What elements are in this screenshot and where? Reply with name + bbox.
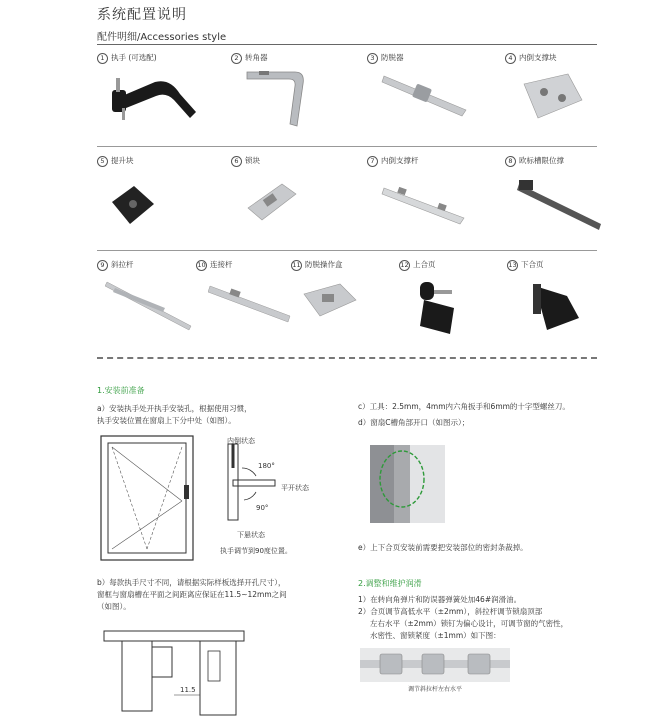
part-label-6: 6 锁块: [231, 155, 260, 167]
sash-slot-photo: [370, 445, 445, 523]
row-divider-1: [97, 146, 597, 147]
bottom-hinge-icon: [525, 278, 585, 338]
handle-caption: 执手调节到90度位置。: [220, 547, 292, 555]
install-a-line1: a）安装执手处开执手安装孔，根据使用习惯，: [97, 404, 252, 413]
corner-connector-icon: [245, 66, 315, 132]
part-label-5: 5 提升块: [97, 155, 134, 167]
install-c-line: c）工具：2.5mm，4mm内六角扳手和6mm的十字型螺丝刀。: [358, 402, 570, 411]
part-label-2: 2 转角器: [231, 52, 268, 64]
handle-icon: [100, 68, 205, 133]
part-label-7: 7 内倒支撑杆: [367, 155, 419, 167]
connecting-rod-icon: [208, 280, 293, 325]
install-b-line1: b）每款执手尺寸不同，请根据实际样板选择开孔尺寸），: [97, 578, 286, 587]
gearbox-icon: [300, 280, 360, 322]
maintain-heading: 2.调整和维护润滑: [358, 579, 422, 588]
part-label-10: 10 连接杆: [197, 260, 233, 269]
adjust-photo: [360, 648, 510, 682]
top-hinge-icon: [410, 278, 465, 338]
install-d-line: d）窗扇C槽角部开口（如图示）；: [358, 418, 470, 427]
install-b-line2: 窗框与窗扇槽在平面之间距离应保证在11.5~12mm之间: [97, 590, 287, 599]
profile-dimension: 11.5: [180, 686, 196, 694]
lock-block-icon: [244, 180, 299, 225]
profile-section-drawing: [100, 625, 250, 723]
page-subtitle: 配件明细/Accessories style: [97, 32, 227, 43]
inner-state-label: 内倒状态: [227, 437, 255, 445]
limit-stay-icon: [515, 178, 605, 233]
maintain-line3: 左右水平（±2mm）锁钉为偏心设计，可调节窗的气密性，: [370, 619, 569, 628]
row-divider-2: [97, 250, 597, 251]
header-divider: [97, 44, 597, 45]
part-label-9: 9 斜拉杆: [97, 259, 134, 271]
diagonal-rod-icon: [105, 278, 195, 336]
support-rod-icon: [380, 180, 470, 230]
handle-rotation-diagram: [222, 440, 282, 525]
install-e-line: e）上下合页安装前需要把安装部位的密封条裁掉。: [358, 543, 528, 552]
maintain-line1: 1）在转向角弹片和防误器弹簧处加46#润滑油。: [358, 595, 522, 604]
part-label-8: 8 欧标槽限位撑: [505, 155, 564, 167]
angle-180-label: 180°: [258, 462, 275, 470]
page-title: 系统配置说明: [97, 7, 187, 23]
down-state-label: 下悬状态: [237, 531, 265, 539]
angle-90-label: 90°: [256, 504, 269, 512]
adjust-caption: 调节斜拉杆左右水平: [408, 686, 463, 693]
install-b-line3: （如图）。: [97, 602, 131, 611]
part-label-13: 13 下合页: [508, 260, 544, 269]
lift-block-icon: [108, 182, 158, 227]
maintain-line2: 2）合页调节高低水平（±2mm），斜拉杆调节锁扇顶部: [358, 607, 543, 616]
window-diagram: [100, 435, 195, 563]
install-heading: 1.安装前准备: [97, 386, 145, 395]
part-label-11: 11 防脱操作盒: [292, 260, 343, 269]
support-block-icon: [520, 70, 585, 125]
part-label-12: 12 上合页: [400, 260, 436, 269]
section-divider: [97, 357, 597, 359]
part-label-4: 4 内倒支撑块: [505, 52, 557, 64]
open-state-label: 平开状态: [281, 484, 309, 492]
part-label-1: 1 执手 (可选配): [97, 52, 157, 64]
anti-drop-icon: [380, 72, 470, 122]
maintain-line4: 水密性、窗锁紧度（±1mm）如下图：: [370, 631, 501, 640]
install-a-line2: 执手安装位置在窗扇上下分中处（如图）。: [97, 416, 236, 425]
part-label-3: 3 防脱器: [367, 52, 404, 64]
